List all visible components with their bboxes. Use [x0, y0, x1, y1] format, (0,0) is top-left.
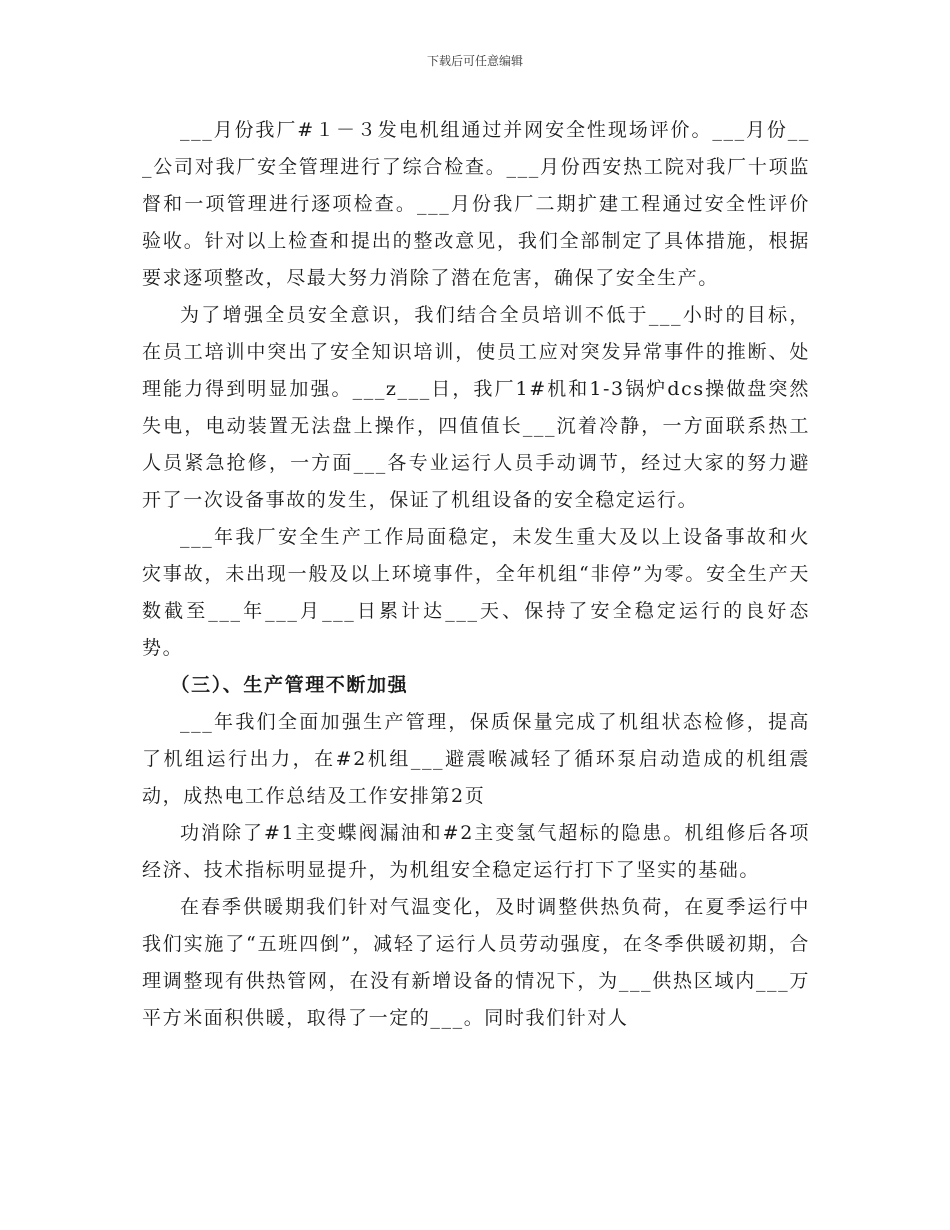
paragraph-safety-evaluation: ___月份我厂#１－３发电机组通过并网安全性现场评价。___月份___公司对我厂安全管理进行了综合检查。___月份西安热工院对我厂十项监督和一项管理进行逐项检查。___月份我厂二期扩建工程通过安全性评价验收。针对以上检查和提出的整改意见，我们全部制定了具体措施，根据要求逐项整改，尽最大努力消除了潜在危害，确保了安全生产。	[142, 119, 810, 289]
paragraph-safety-training: 为了增强全员安全意识，我们结合全员培训不低于___小时的目标，在员工培训中突出了安全知识培训，使员工应对突发异常事件的推断、处理能力得到明显加强。___z___日，我厂1#机和1-3锅炉dcs操做盘突然失电，电动装置无法盘上操作，四值值长___沉着冷静，一方面联系热工人员紧急抢修，一方面___各专业运行人员手动调节，经过大家的努力避开了一次设备事故的发生，保证了机组设备的安全稳定运行。	[142, 304, 810, 511]
document-body	[142, 112, 810, 1037]
page-header: 下载后可任意编辑	[426, 54, 523, 68]
section-heading-production-management: （三）、生产管理不断加强	[170, 674, 409, 696]
paragraph-production-overhaul: ___年我们全面加强生产管理，保质保量完成了机组状态检修，提高了机组运行出力，在#2机组___避震喉减轻了循环泵启动造成的机组震动，成热电工作总结及工作安排第2页	[142, 711, 810, 807]
paragraph-safety-record: ___年我厂安全生产工作局面稳定，未发生重大及以上设备事故和火灾事故，未出现一般及以上环境事件，全年机组“非停”为零。安全生产天数截至___年___月___日累计达___天、保持了安全稳定运行的良好态势。	[142, 526, 810, 659]
paragraph-heating-season: 在春季供暖期我们针对气温变化，及时调整供热负荷，在夏季运行中我们实施了“五班四倒”，减轻了运行人员劳动强度，在冬季供暖初期，合理调整现有供热管网，在没有新增设备的情况下，为___供热区域内___万平方米面积供暖，取得了一定的___。同时我们针对人	[142, 896, 810, 1029]
paragraph-hazard-elimination: 功消除了#1主变蝶阀漏油和#2主变氢气超标的隐患。机组修后各项经济、技术指标明显提升，为机组安全稳定运行打下了坚实的基础。	[142, 822, 810, 881]
